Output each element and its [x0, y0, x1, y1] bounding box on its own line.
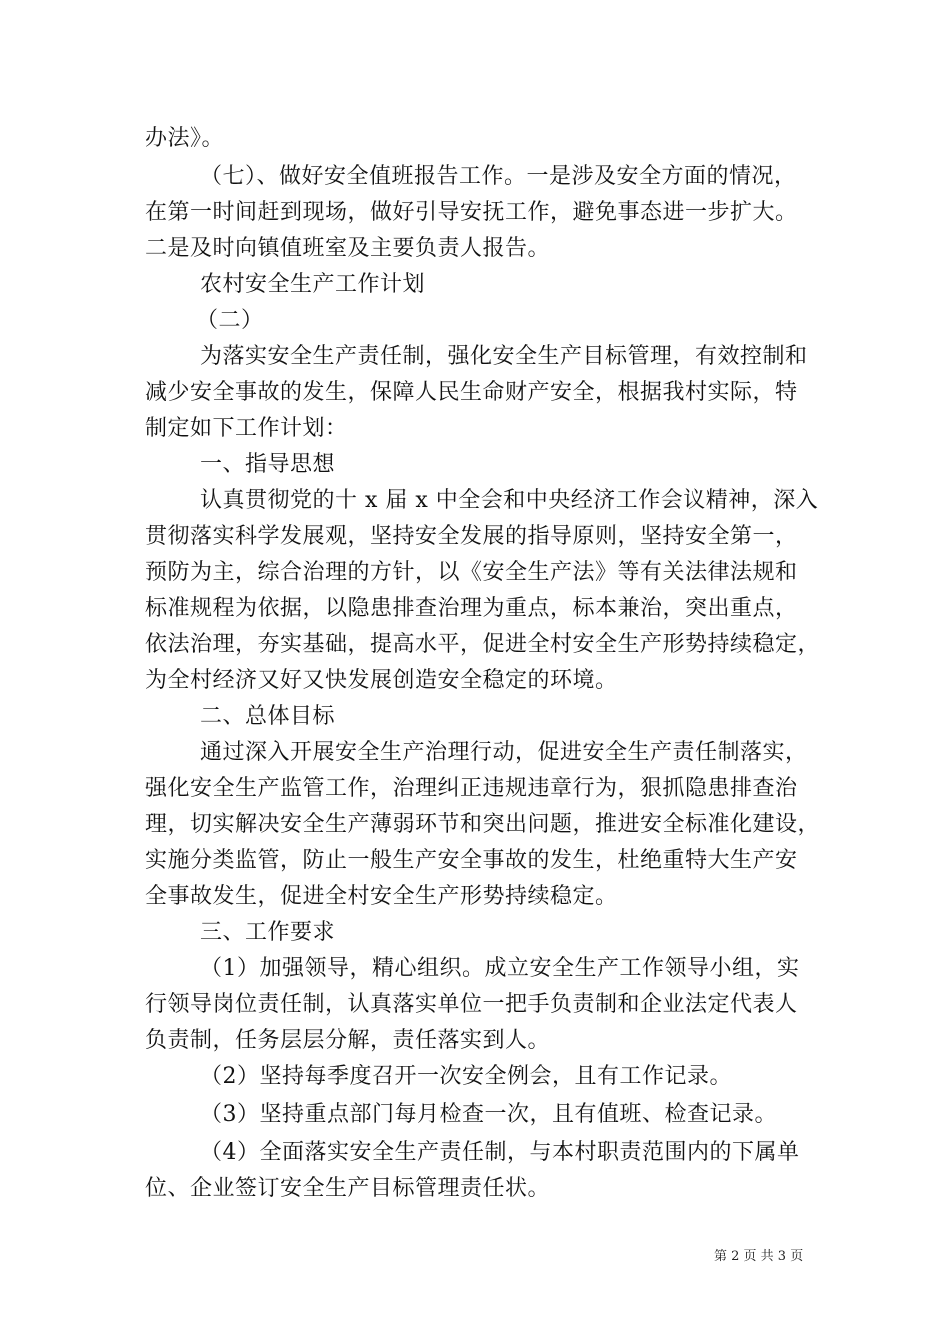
text-line: （2）坚持每季度召开一次安全例会，且有工作记录。 [200, 1064, 732, 1089]
text-line: 通过深入开展安全生产治理行动，促进安全生产责任制落实， [200, 740, 808, 765]
text-line: 依法治理，夯实基础，提高水平，促进全村安全生产形势持续稳定， [145, 632, 821, 657]
text-line: 为全村经济又好又快发展创造安全稳定的环境。 [145, 668, 618, 693]
text-line: 制定如下工作计划： [145, 416, 348, 441]
text-line: 全事故发生，促进全村安全生产形势持续稳定。 [145, 884, 618, 909]
text-line: 二是及时向镇值班室及主要负责人报告。 [145, 236, 551, 261]
heading: 三、工作要求 [200, 920, 336, 945]
text-line: 办法》。 [145, 126, 225, 151]
text-line: （3）坚持重点部门每月检查一次，且有值班、检查记录。 [200, 1102, 777, 1127]
text-line: 预防为主，综合治理的方针，以《安全生产法》等有关法律法规和 [145, 560, 798, 585]
text-line: 行领导岗位责任制，认真落实单位一把手负责制和企业法定代表人 [145, 992, 798, 1017]
text-line: 实施分类监管，防止一般生产安全事故的发生，杜绝重特大生产安 [145, 848, 798, 873]
text-line: （七）、做好安全值班报告工作。一是涉及安全方面的情况， [200, 164, 797, 189]
text-line: （1）加强领导，精心组织。成立安全生产工作领导小组，实 [200, 956, 800, 981]
text-line: 认真贯彻党的十 x 届 x 中全会和中央经济工作会议精神，深入 [200, 488, 819, 513]
text-line: 强化安全生产监管工作，治理纠正违规违章行为，狠抓隐患排查治 [145, 776, 798, 801]
text-line: 位、企业签订安全生产目标管理责任状。 [145, 1176, 551, 1201]
heading: 二、总体目标 [200, 704, 336, 729]
text-line: 为落实安全生产责任制，强化安全生产目标管理，有效控制和 [200, 344, 808, 369]
section-subtitle: （二） [196, 308, 264, 333]
text-line: 贯彻落实科学发展观，坚持安全发展的指导原则，坚持安全第一， [145, 524, 798, 549]
text-line: 负责制，任务层层分解，责任落实到人。 [145, 1028, 551, 1053]
text-line: 在第一时间赶到现场，做好引导安抚工作，避免事态进一步扩大。 [145, 200, 798, 225]
text-line: 标准规程为依据，以隐患排查治理为重点，标本兼治，突出重点， [145, 596, 798, 621]
section-title: 农村安全生产工作计划 [200, 272, 426, 297]
text-line: （4）全面落实安全生产责任制，与本村职责范围内的下属单 [200, 1140, 800, 1165]
page-number: 第 2 页 共 3 页 [714, 1249, 804, 1264]
text-line: 减少安全事故的发生，保障人民生命财产安全，根据我村实际，特 [145, 380, 798, 405]
heading: 一、指导思想 [200, 452, 336, 477]
text-line: 理，切实解决安全生产薄弱环节和突出问题，推进安全标准化建设， [145, 812, 821, 837]
